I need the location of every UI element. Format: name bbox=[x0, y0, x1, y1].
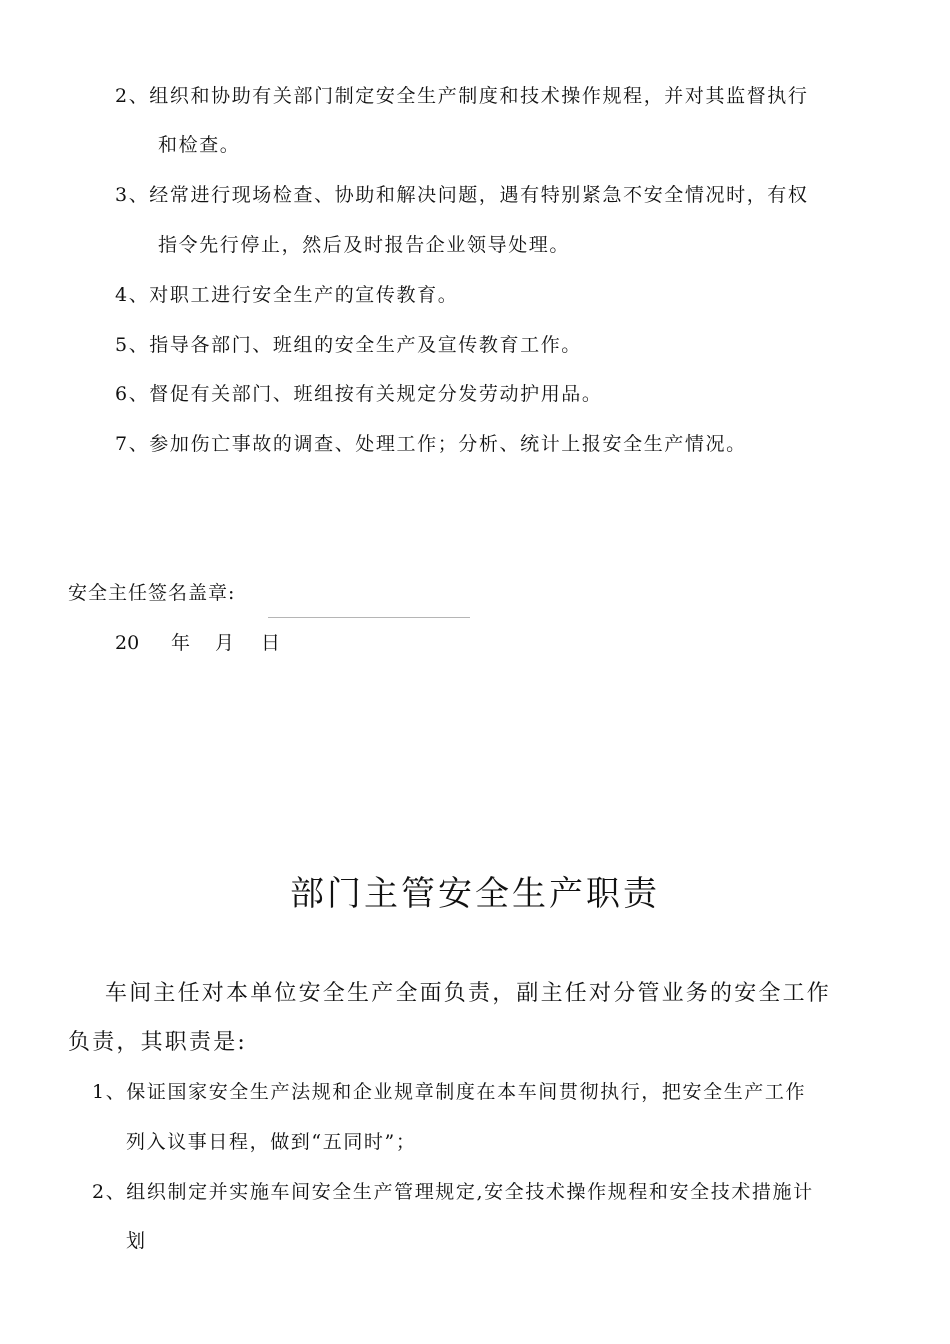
signature-label: 安全主任签名盖章: bbox=[68, 582, 236, 604]
duty-item-6: 6、督促有关部门、班组按有关规定分发劳动护用品。 bbox=[115, 383, 603, 405]
intro-paragraph-line2: 负责，其职责是: bbox=[68, 1030, 248, 1055]
duty-item-7: 7、参加伤亡事故的调查、处理工作；分析、统计上报安全生产情况。 bbox=[115, 433, 747, 455]
date-year-label: 年 bbox=[171, 632, 191, 654]
section-title: 部门主管安全生产职责 bbox=[290, 874, 660, 914]
signature-underline bbox=[268, 617, 470, 618]
duty-item-2-line2: 和检查。 bbox=[158, 134, 241, 156]
date-year-prefix: 20 bbox=[115, 632, 140, 654]
manager-duty-1-line1: 1、保证国家安全生产法规和企业规章制度在本车间贯彻执行，把安全生产工作 bbox=[92, 1081, 807, 1103]
manager-duty-2-line1: 2、组织制定并实施车间安全生产管理规定,安全技术操作规程和安全技术措施计 bbox=[92, 1181, 814, 1203]
duty-item-4: 4、对职工进行安全生产的宣传教育。 bbox=[115, 284, 459, 306]
duty-item-3-line2: 指令先行停止，然后及时报告企业领导处理。 bbox=[158, 234, 571, 256]
duty-item-2-line1: 2、组织和协助有关部门制定安全生产制度和技术操作规程，并对其监督执行 bbox=[115, 85, 809, 107]
manager-duty-1-line2: 列入议事日程，做到“五同时”； bbox=[126, 1131, 417, 1153]
manager-duty-2-line2: 划 bbox=[126, 1230, 147, 1252]
intro-paragraph-line1: 车间主任对本单位安全生产全面负责，副主任对分管业务的安全工作 bbox=[105, 981, 832, 1006]
date-day-label: 日 bbox=[261, 632, 281, 654]
date-month-label: 月 bbox=[215, 632, 235, 654]
duty-item-5: 5、指导各部门、班组的安全生产及宣传教育工作。 bbox=[115, 334, 582, 356]
duty-item-3-line1: 3、经常进行现场检查、协助和解决问题，遇有特别紧急不安全情况时，有权 bbox=[115, 184, 809, 206]
